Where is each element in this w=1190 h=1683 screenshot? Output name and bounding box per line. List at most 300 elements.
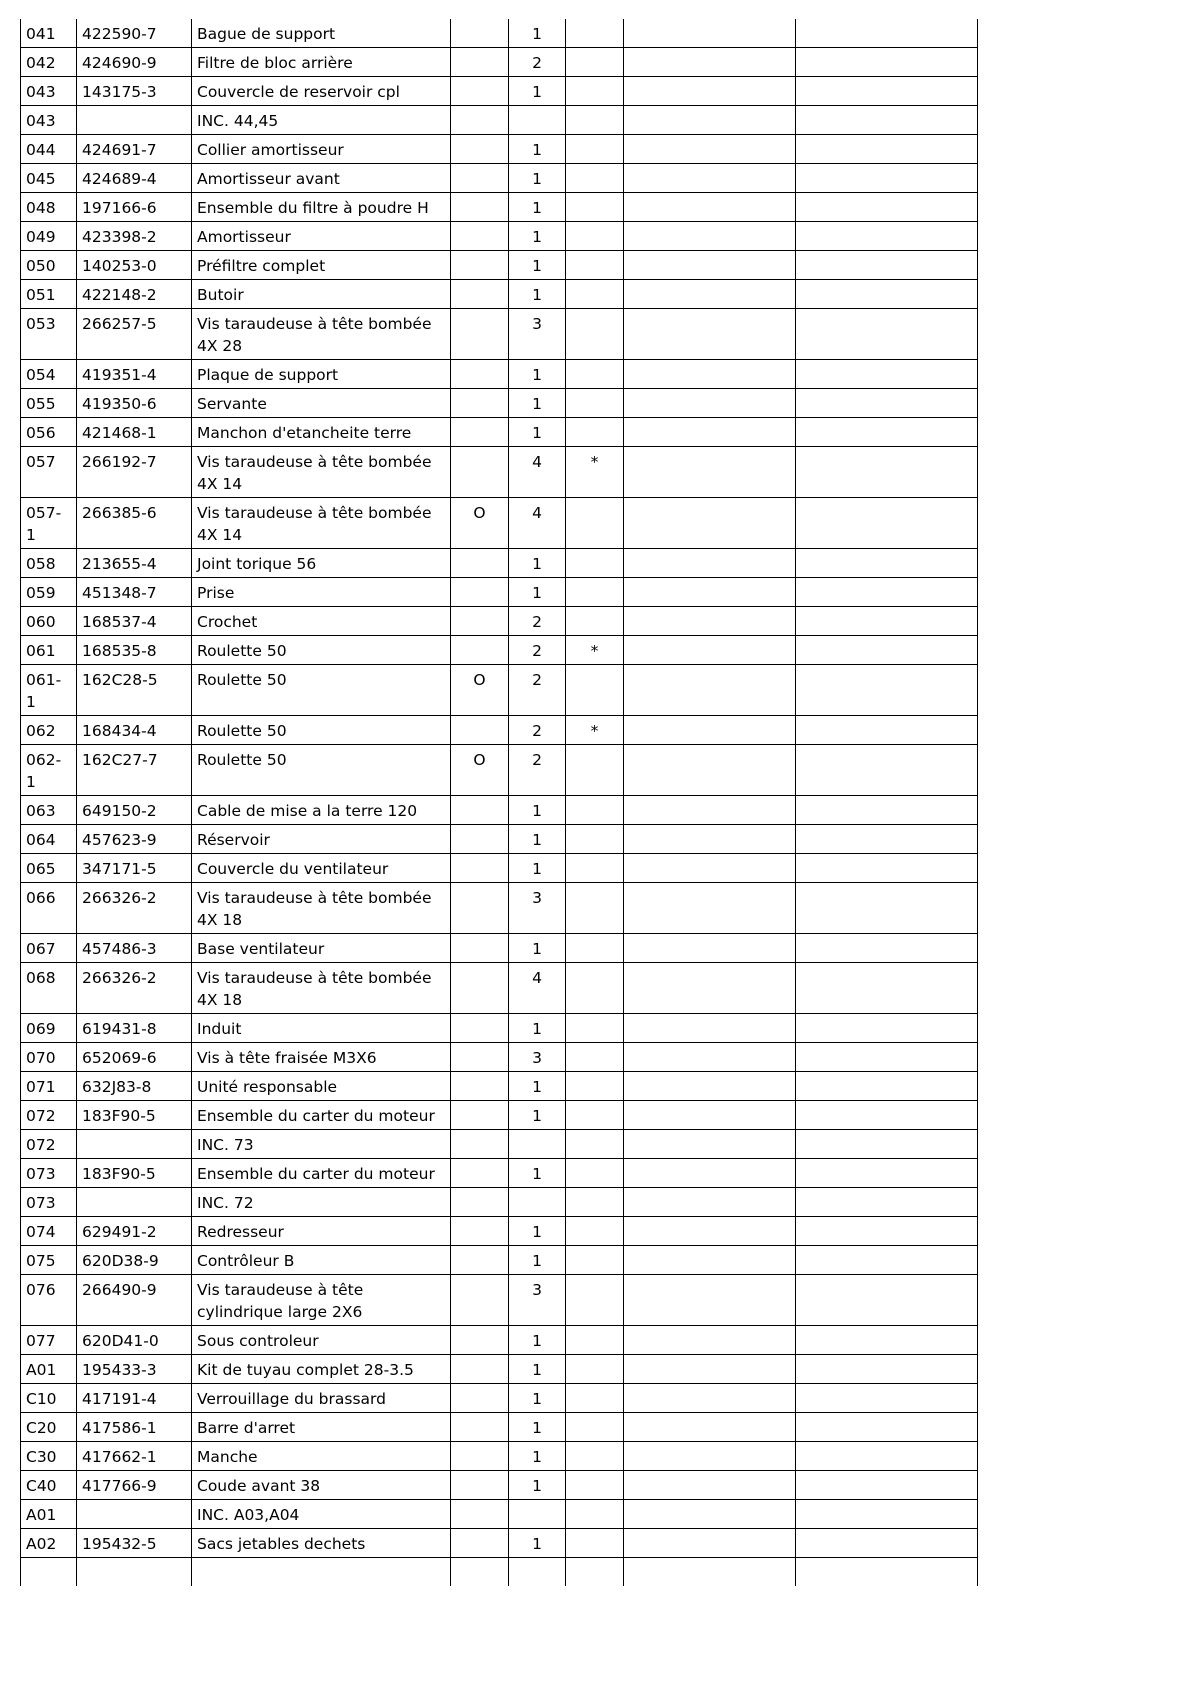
note-mark-cell [566, 549, 624, 578]
description-cell: Ensemble du carter du moteur [192, 1101, 451, 1130]
option-mark-cell [451, 77, 509, 106]
quantity-cell: 1 [509, 1159, 566, 1188]
description-cell: Butoir [192, 280, 451, 309]
quantity-cell: 1 [509, 1384, 566, 1413]
quantity-cell: 1 [509, 1217, 566, 1246]
option-mark-cell [451, 106, 509, 135]
item-number-cell: 070 [21, 1043, 77, 1072]
blank-cell [624, 1275, 796, 1326]
blank-cell [624, 665, 796, 716]
part-number-cell: 419351-4 [77, 360, 192, 389]
quantity-cell: 2 [509, 607, 566, 636]
blank-cell [796, 665, 978, 716]
item-number-cell: 043 [21, 77, 77, 106]
blank-cell [624, 1355, 796, 1384]
part-number-cell: 422148-2 [77, 280, 192, 309]
blank-cell [624, 1188, 796, 1217]
quantity-cell: 1 [509, 1246, 566, 1275]
blank-cell [796, 48, 978, 77]
note-mark-cell [566, 1442, 624, 1471]
part-number-cell: 419350-6 [77, 389, 192, 418]
blank-cell [624, 825, 796, 854]
item-number-cell: 064 [21, 825, 77, 854]
description-cell: Collier amortisseur [192, 135, 451, 164]
blank-cell [192, 1558, 451, 1587]
blank-cell [796, 135, 978, 164]
blank-cell [796, 1326, 978, 1355]
option-mark-cell [451, 222, 509, 251]
blank-cell [624, 164, 796, 193]
item-number-cell: 072 [21, 1130, 77, 1159]
description-cell: Vis taraudeuse à tête bombée 4X 18 [192, 963, 451, 1014]
blank-cell [796, 1246, 978, 1275]
blank-cell [796, 1072, 978, 1101]
part-number-cell: 266326-2 [77, 883, 192, 934]
description-cell: Ensemble du filtre à poudre H [192, 193, 451, 222]
item-number-cell: 043 [21, 106, 77, 135]
part-number-cell [77, 106, 192, 135]
blank-cell [796, 883, 978, 934]
quantity-cell [509, 1130, 566, 1159]
description-cell: Roulette 50 [192, 665, 451, 716]
blank-cell [624, 222, 796, 251]
part-number-cell: 140253-0 [77, 251, 192, 280]
note-mark-cell: * [566, 447, 624, 498]
blank-cell [796, 309, 978, 360]
table-row [21, 934, 978, 963]
description-cell: Kit de tuyau complet 28-3.5 [192, 1355, 451, 1384]
part-number-cell: 266490-9 [77, 1275, 192, 1326]
part-number-cell [77, 1500, 192, 1529]
blank-cell [796, 106, 978, 135]
quantity-cell: 1 [509, 135, 566, 164]
option-mark-cell [451, 1014, 509, 1043]
blank-cell [624, 1072, 796, 1101]
blank-cell [624, 1413, 796, 1442]
item-number-cell: 059 [21, 578, 77, 607]
table-row [21, 1326, 978, 1355]
part-number-cell: 417766-9 [77, 1471, 192, 1500]
option-mark-cell [451, 1355, 509, 1384]
blank-cell [624, 636, 796, 665]
table-row [21, 498, 978, 549]
quantity-cell: 3 [509, 883, 566, 934]
note-mark-cell [566, 193, 624, 222]
item-number-cell: 058 [21, 549, 77, 578]
item-number-cell: 073 [21, 1188, 77, 1217]
note-mark-cell [566, 854, 624, 883]
part-number-cell: 162C28-5 [77, 665, 192, 716]
blank-cell [796, 1529, 978, 1558]
part-number-cell: 652069-6 [77, 1043, 192, 1072]
table-row [21, 1471, 978, 1500]
note-mark-cell [566, 360, 624, 389]
blank-cell [796, 1355, 978, 1384]
blank-cell [624, 1043, 796, 1072]
table-row [21, 1188, 978, 1217]
blank-cell [624, 607, 796, 636]
note-mark-cell [566, 1413, 624, 1442]
option-mark-cell [451, 1188, 509, 1217]
blank-cell [624, 193, 796, 222]
description-cell: Amortisseur [192, 222, 451, 251]
blank-cell [624, 280, 796, 309]
item-number-cell: 076 [21, 1275, 77, 1326]
table-row [21, 19, 978, 48]
table-row [21, 1217, 978, 1246]
blank-cell [796, 280, 978, 309]
item-number-cell: 063 [21, 796, 77, 825]
option-mark-cell [451, 135, 509, 164]
description-cell: Couvercle de reservoir cpl [192, 77, 451, 106]
table-row [21, 48, 978, 77]
table-row [21, 1529, 978, 1558]
part-number-cell: 421468-1 [77, 418, 192, 447]
blank-cell [624, 251, 796, 280]
description-cell: Cable de mise a la terre 120 [192, 796, 451, 825]
note-mark-cell [566, 1014, 624, 1043]
blank-cell [624, 1130, 796, 1159]
part-number-cell: 197166-6 [77, 193, 192, 222]
note-mark-cell [566, 1275, 624, 1326]
part-number-cell: 424691-7 [77, 135, 192, 164]
description-cell: Induit [192, 1014, 451, 1043]
table-row [21, 251, 978, 280]
description-cell: Amortisseur avant [192, 164, 451, 193]
item-number-cell: C20 [21, 1413, 77, 1442]
blank-cell [796, 418, 978, 447]
option-mark-cell [451, 1500, 509, 1529]
description-cell: Prise [192, 578, 451, 607]
table-row [21, 1413, 978, 1442]
part-number-cell: 649150-2 [77, 796, 192, 825]
table-row [21, 1384, 978, 1413]
blank-cell [624, 883, 796, 934]
blank-cell [796, 934, 978, 963]
table-row [21, 716, 978, 745]
part-number-cell: 620D38-9 [77, 1246, 192, 1275]
note-mark-cell [566, 1246, 624, 1275]
description-cell: Ensemble du carter du moteur [192, 1159, 451, 1188]
blank-cell [796, 854, 978, 883]
item-number-cell: 072 [21, 1101, 77, 1130]
option-mark-cell [451, 418, 509, 447]
option-mark-cell [451, 251, 509, 280]
item-number-cell: 045 [21, 164, 77, 193]
description-cell: Vis taraudeuse à tête bombée 4X 28 [192, 309, 451, 360]
quantity-cell [509, 1500, 566, 1529]
item-number-cell: 061 [21, 636, 77, 665]
part-number-cell: 417662-1 [77, 1442, 192, 1471]
option-mark-cell [451, 1246, 509, 1275]
item-number-cell: 060 [21, 607, 77, 636]
note-mark-cell [566, 135, 624, 164]
quantity-cell: 4 [509, 963, 566, 1014]
blank-cell [77, 1558, 192, 1587]
option-mark-cell [451, 1072, 509, 1101]
quantity-cell: 2 [509, 716, 566, 745]
note-mark-cell [566, 1529, 624, 1558]
item-number-cell: 054 [21, 360, 77, 389]
part-number-cell: 183F90-5 [77, 1101, 192, 1130]
item-number-cell: 062 [21, 716, 77, 745]
option-mark-cell [451, 1275, 509, 1326]
option-mark-cell: O [451, 745, 509, 796]
blank-cell [796, 1558, 978, 1587]
option-mark-cell [451, 164, 509, 193]
table-row [21, 1014, 978, 1043]
description-cell: Réservoir [192, 825, 451, 854]
table-row [21, 360, 978, 389]
blank-cell [796, 1101, 978, 1130]
description-cell: Servante [192, 389, 451, 418]
note-mark-cell [566, 1355, 624, 1384]
table-row [21, 1246, 978, 1275]
blank-cell [796, 389, 978, 418]
item-number-cell: C30 [21, 1442, 77, 1471]
quantity-cell: 1 [509, 934, 566, 963]
blank-cell [796, 1442, 978, 1471]
item-number-cell: 042 [21, 48, 77, 77]
description-cell: Manchon d'etancheite terre [192, 418, 451, 447]
quantity-cell: 1 [509, 1355, 566, 1384]
option-mark-cell [451, 193, 509, 222]
description-cell: Vis taraudeuse à tête cylindrique large 2X6 [192, 1275, 451, 1326]
blank-cell [21, 1558, 77, 1587]
option-mark-cell [451, 48, 509, 77]
blank-cell [796, 1043, 978, 1072]
note-mark-cell [566, 48, 624, 77]
description-cell: Crochet [192, 607, 451, 636]
part-number-cell: 195432-5 [77, 1529, 192, 1558]
item-number-cell: 049 [21, 222, 77, 251]
quantity-cell: 2 [509, 745, 566, 796]
option-mark-cell [451, 1043, 509, 1072]
quantity-cell: 1 [509, 164, 566, 193]
blank-cell [796, 796, 978, 825]
blank-cell [624, 549, 796, 578]
quantity-cell: 1 [509, 1471, 566, 1500]
blank-cell [796, 447, 978, 498]
quantity-cell: 3 [509, 1043, 566, 1072]
note-mark-cell [566, 1500, 624, 1529]
table-row [21, 1500, 978, 1529]
option-mark-cell [451, 963, 509, 1014]
quantity-cell: 2 [509, 48, 566, 77]
description-cell: INC. A03,A04 [192, 1500, 451, 1529]
option-mark-cell: O [451, 498, 509, 549]
part-number-cell: 266192-7 [77, 447, 192, 498]
blank-cell [451, 1558, 509, 1587]
table-row [21, 1043, 978, 1072]
blank-cell [624, 447, 796, 498]
table-row [21, 1442, 978, 1471]
blank-cell [796, 1188, 978, 1217]
quantity-cell: 1 [509, 549, 566, 578]
table-row [21, 309, 978, 360]
quantity-cell: 4 [509, 447, 566, 498]
quantity-cell: 1 [509, 1326, 566, 1355]
part-number-cell: 451348-7 [77, 578, 192, 607]
note-mark-cell [566, 1130, 624, 1159]
part-number-cell: 423398-2 [77, 222, 192, 251]
option-mark-cell [451, 19, 509, 48]
description-cell: INC. 73 [192, 1130, 451, 1159]
note-mark-cell [566, 251, 624, 280]
option-mark-cell [451, 360, 509, 389]
option-mark-cell [451, 716, 509, 745]
item-number-cell: 044 [21, 135, 77, 164]
blank-cell [624, 1442, 796, 1471]
part-number-cell: 266326-2 [77, 963, 192, 1014]
blank-cell [624, 1246, 796, 1275]
note-mark-cell [566, 164, 624, 193]
note-mark-cell [566, 309, 624, 360]
blank-cell [624, 309, 796, 360]
quantity-cell: 1 [509, 389, 566, 418]
item-number-cell: A02 [21, 1529, 77, 1558]
table-row [21, 418, 978, 447]
quantity-cell: 1 [509, 796, 566, 825]
description-cell: INC. 72 [192, 1188, 451, 1217]
description-cell: Sacs jetables dechets [192, 1529, 451, 1558]
note-mark-cell: * [566, 716, 624, 745]
note-mark-cell [566, 418, 624, 447]
item-number-cell: 053 [21, 309, 77, 360]
part-number-cell: 143175-3 [77, 77, 192, 106]
quantity-cell: 1 [509, 825, 566, 854]
table-row-empty [21, 1558, 978, 1587]
note-mark-cell [566, 1043, 624, 1072]
item-number-cell: 073 [21, 1159, 77, 1188]
table-row [21, 1355, 978, 1384]
blank-cell [624, 1500, 796, 1529]
item-number-cell: 057 [21, 447, 77, 498]
option-mark-cell [451, 1130, 509, 1159]
blank-cell [624, 360, 796, 389]
note-mark-cell [566, 1471, 624, 1500]
blank-cell [796, 77, 978, 106]
blank-cell [624, 578, 796, 607]
table-row [21, 1275, 978, 1326]
part-number-cell: 213655-4 [77, 549, 192, 578]
description-cell: Couvercle du ventilateur [192, 854, 451, 883]
note-mark-cell [566, 607, 624, 636]
blank-cell [796, 193, 978, 222]
item-number-cell: 075 [21, 1246, 77, 1275]
table-row [21, 1101, 978, 1130]
part-number-cell: 168434-4 [77, 716, 192, 745]
note-mark-cell [566, 1326, 624, 1355]
item-number-cell: A01 [21, 1500, 77, 1529]
part-number-cell: 620D41-0 [77, 1326, 192, 1355]
blank-cell [624, 716, 796, 745]
table-row [21, 280, 978, 309]
blank-cell [796, 607, 978, 636]
description-cell: Vis taraudeuse à tête bombée 4X 14 [192, 498, 451, 549]
item-number-cell: 067 [21, 934, 77, 963]
item-number-cell: 071 [21, 1072, 77, 1101]
item-number-cell: 069 [21, 1014, 77, 1043]
part-number-cell [77, 1188, 192, 1217]
blank-cell [796, 1217, 978, 1246]
part-number-cell: 347171-5 [77, 854, 192, 883]
blank-cell [796, 1471, 978, 1500]
note-mark-cell [566, 1159, 624, 1188]
quantity-cell: 1 [509, 1529, 566, 1558]
blank-cell [624, 48, 796, 77]
item-number-cell: 066 [21, 883, 77, 934]
option-mark-cell [451, 280, 509, 309]
note-mark-cell [566, 389, 624, 418]
option-mark-cell [451, 1529, 509, 1558]
option-mark-cell [451, 389, 509, 418]
blank-cell [624, 1326, 796, 1355]
quantity-cell: 1 [509, 1101, 566, 1130]
table-row [21, 135, 978, 164]
blank-cell [796, 251, 978, 280]
option-mark-cell [451, 1413, 509, 1442]
quantity-cell: 3 [509, 1275, 566, 1326]
blank-cell [796, 636, 978, 665]
item-number-cell: 051 [21, 280, 77, 309]
blank-cell [796, 578, 978, 607]
parts-list-sheet [20, 19, 977, 1586]
blank-cell [796, 963, 978, 1014]
item-number-cell: C10 [21, 1384, 77, 1413]
part-number-cell: 424690-9 [77, 48, 192, 77]
quantity-cell: 1 [509, 1442, 566, 1471]
part-number-cell: 632J83-8 [77, 1072, 192, 1101]
option-mark-cell [451, 1471, 509, 1500]
quantity-cell: 1 [509, 360, 566, 389]
option-mark-cell [451, 934, 509, 963]
quantity-cell: 1 [509, 1072, 566, 1101]
description-cell: Vis taraudeuse à tête bombée 4X 18 [192, 883, 451, 934]
item-number-cell: 068 [21, 963, 77, 1014]
table-row [21, 77, 978, 106]
description-cell: Filtre de bloc arrière [192, 48, 451, 77]
description-cell: Bague de support [192, 19, 451, 48]
blank-cell [796, 745, 978, 796]
table-row [21, 164, 978, 193]
blank-cell [796, 222, 978, 251]
parts-table-body [21, 19, 978, 1586]
quantity-cell: 4 [509, 498, 566, 549]
item-number-cell: A01 [21, 1355, 77, 1384]
option-mark-cell [451, 1442, 509, 1471]
note-mark-cell [566, 665, 624, 716]
item-number-cell: 077 [21, 1326, 77, 1355]
option-mark-cell [451, 1159, 509, 1188]
blank-cell [796, 1014, 978, 1043]
blank-cell [624, 389, 796, 418]
quantity-cell: 1 [509, 1413, 566, 1442]
blank-cell [624, 854, 796, 883]
note-mark-cell [566, 934, 624, 963]
blank-cell [624, 1558, 796, 1587]
blank-cell [624, 1159, 796, 1188]
blank-cell [796, 19, 978, 48]
description-cell: Roulette 50 [192, 716, 451, 745]
quantity-cell: 1 [509, 280, 566, 309]
note-mark-cell [566, 825, 624, 854]
table-row [21, 1072, 978, 1101]
note-mark-cell [566, 280, 624, 309]
note-mark-cell [566, 106, 624, 135]
description-cell: INC. 44,45 [192, 106, 451, 135]
item-number-cell: C40 [21, 1471, 77, 1500]
